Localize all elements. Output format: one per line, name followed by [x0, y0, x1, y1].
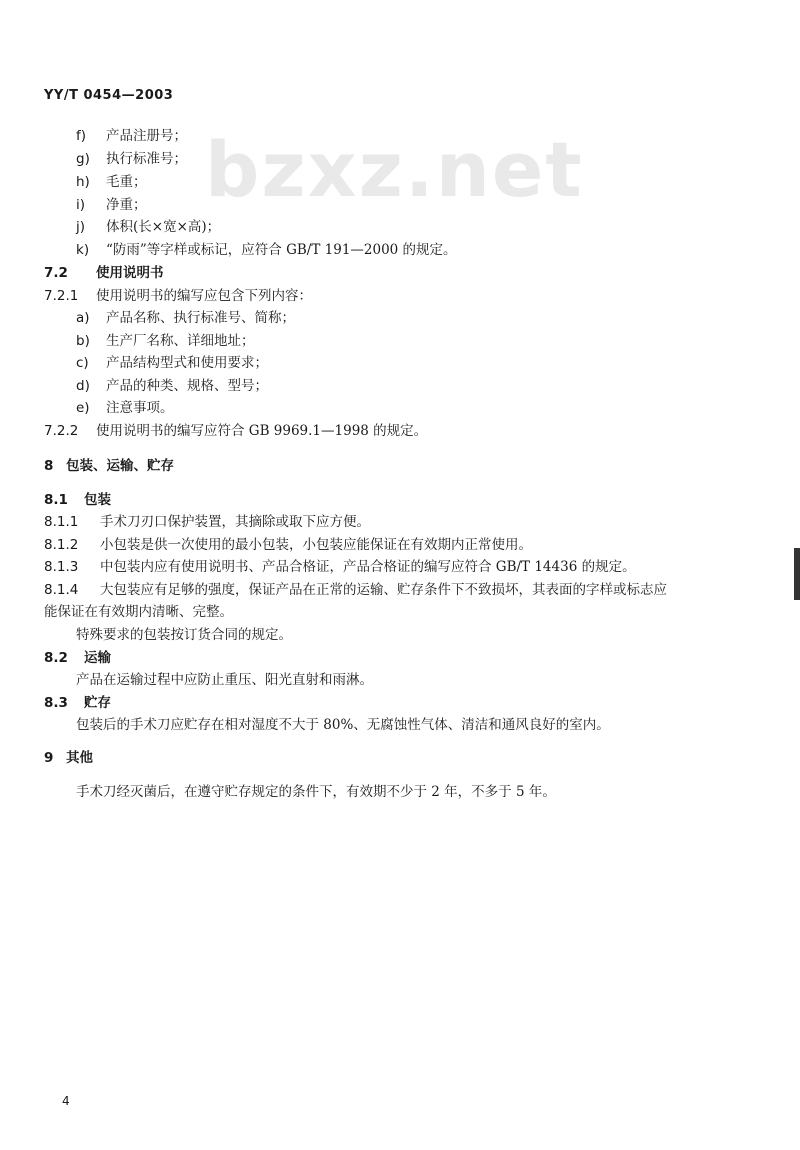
page-number: 4: [62, 1094, 70, 1108]
list-item: [76, 335, 255, 349]
clause: [44, 425, 427, 439]
clause-text: 小包装是供一次使用的最小包装，小包装应能保证在有效期内正常使用。: [100, 537, 532, 553]
list-text: 产品注册号；: [106, 128, 187, 144]
clause-number: 8.1.2: [44, 537, 79, 553]
list-label: e): [76, 400, 90, 416]
list-label: c): [76, 355, 89, 371]
list-item: [76, 199, 147, 213]
watermark: bzxz.net: [205, 125, 584, 214]
list-label: g): [76, 151, 90, 167]
clause-text: 中包装内应有使用说明书、产品合格证，产品合格证的编写应符合 GB/T 14436 的规定。: [100, 559, 636, 575]
list-item: [76, 244, 457, 258]
list-text: 执行标准号；: [106, 151, 187, 167]
clause: [44, 516, 370, 530]
clause-number: 8.1.4: [44, 582, 79, 598]
list-text: 毛重；: [106, 174, 147, 190]
paragraph: 特殊要求的包装按订货合同的规定。: [76, 627, 292, 643]
section-heading: [44, 267, 164, 281]
clause: [44, 584, 667, 598]
clause: [44, 539, 532, 553]
list-label: a): [76, 310, 90, 326]
section-number: 8.3: [44, 695, 68, 711]
chapter-number: 8: [44, 458, 54, 474]
list-label: k): [76, 242, 90, 258]
list-text: 产品名称、执行标准号、简称；: [106, 310, 295, 326]
chapter-number: 9: [44, 750, 54, 766]
list-item: [76, 402, 174, 416]
clause-number: 7.2.1: [44, 288, 79, 304]
list-item: [76, 153, 187, 167]
section-number: 8.2: [44, 650, 68, 666]
chapter-title: 包装、运输、贮存: [66, 458, 174, 474]
paragraph: 产品在运输过程中应防止重压、阳光直射和雨淋。: [76, 672, 373, 688]
section-title: 使用说明书: [96, 265, 164, 281]
clause-text: 使用说明书的编写应包含下列内容：: [96, 288, 312, 304]
clause-number: 8.1.3: [44, 559, 79, 575]
list-label: d): [76, 378, 90, 394]
section-number: 8.1: [44, 492, 68, 508]
list-item: [76, 312, 295, 326]
section-title: 运输: [84, 650, 111, 666]
section-heading: [44, 697, 111, 711]
list-label: h): [76, 174, 90, 190]
list-label: i): [76, 197, 86, 213]
list-item: [76, 221, 220, 235]
list-text: 产品结构型式和使用要求；: [106, 355, 268, 371]
section-heading: [44, 652, 111, 666]
paragraph: 包装后的手术刀应贮存在相对湿度不大于 80%、无腐蚀性气体、清洁和通风良好的室内。: [76, 717, 610, 733]
clause-text: 手术刀刃口保护装置，其摘除或取下应方便。: [100, 514, 370, 530]
list-label: j): [76, 219, 86, 235]
list-text: 净重；: [106, 197, 147, 213]
section-title: 贮存: [84, 695, 111, 711]
list-text: 体积(长×宽×高)；: [106, 219, 221, 235]
list-item: [76, 357, 268, 371]
list-text: 生产厂名称、详细地址；: [106, 333, 255, 349]
list-item: [76, 176, 147, 190]
clause-text: 大包装应有足够的强度，保证产品在正常的运输、贮存条件下不致损坏，其表面的字样或标志应: [100, 582, 667, 598]
clause: [44, 561, 636, 575]
standard-code: YY/T 0454—2003: [44, 88, 174, 103]
section-title: 包装: [84, 492, 111, 508]
list-text: 产品的种类、规格、型号；: [106, 378, 268, 394]
scan-edge-mark: [794, 548, 800, 600]
chapter-heading: [44, 460, 174, 474]
list-label: b): [76, 333, 90, 349]
section-number: 7.2: [44, 265, 68, 281]
clause-text: 使用说明书的编写应符合 GB 9969.1—1998 的规定。: [96, 423, 428, 439]
section-heading: [44, 494, 111, 508]
clause-number: 7.2.2: [44, 423, 79, 439]
list-item: [76, 130, 187, 144]
list-label: f): [76, 128, 87, 144]
list-text: “防雨”等字样或标记，应符合 GB/T 191—2000 的规定。: [106, 242, 457, 258]
chapter-title: 其他: [66, 750, 93, 766]
clause-continuation: 能保证在有效期内清晰、完整。: [44, 604, 233, 620]
list-text: 注意事项。: [106, 400, 174, 416]
list-item: [76, 380, 268, 394]
chapter-heading: [44, 752, 93, 766]
paragraph: 手术刀经灭菌后，在遵守贮存规定的条件下，有效期不少于 2 年，不多于 5 年。: [76, 784, 556, 800]
clause-number: 8.1.1: [44, 514, 79, 530]
clause: [44, 290, 312, 304]
